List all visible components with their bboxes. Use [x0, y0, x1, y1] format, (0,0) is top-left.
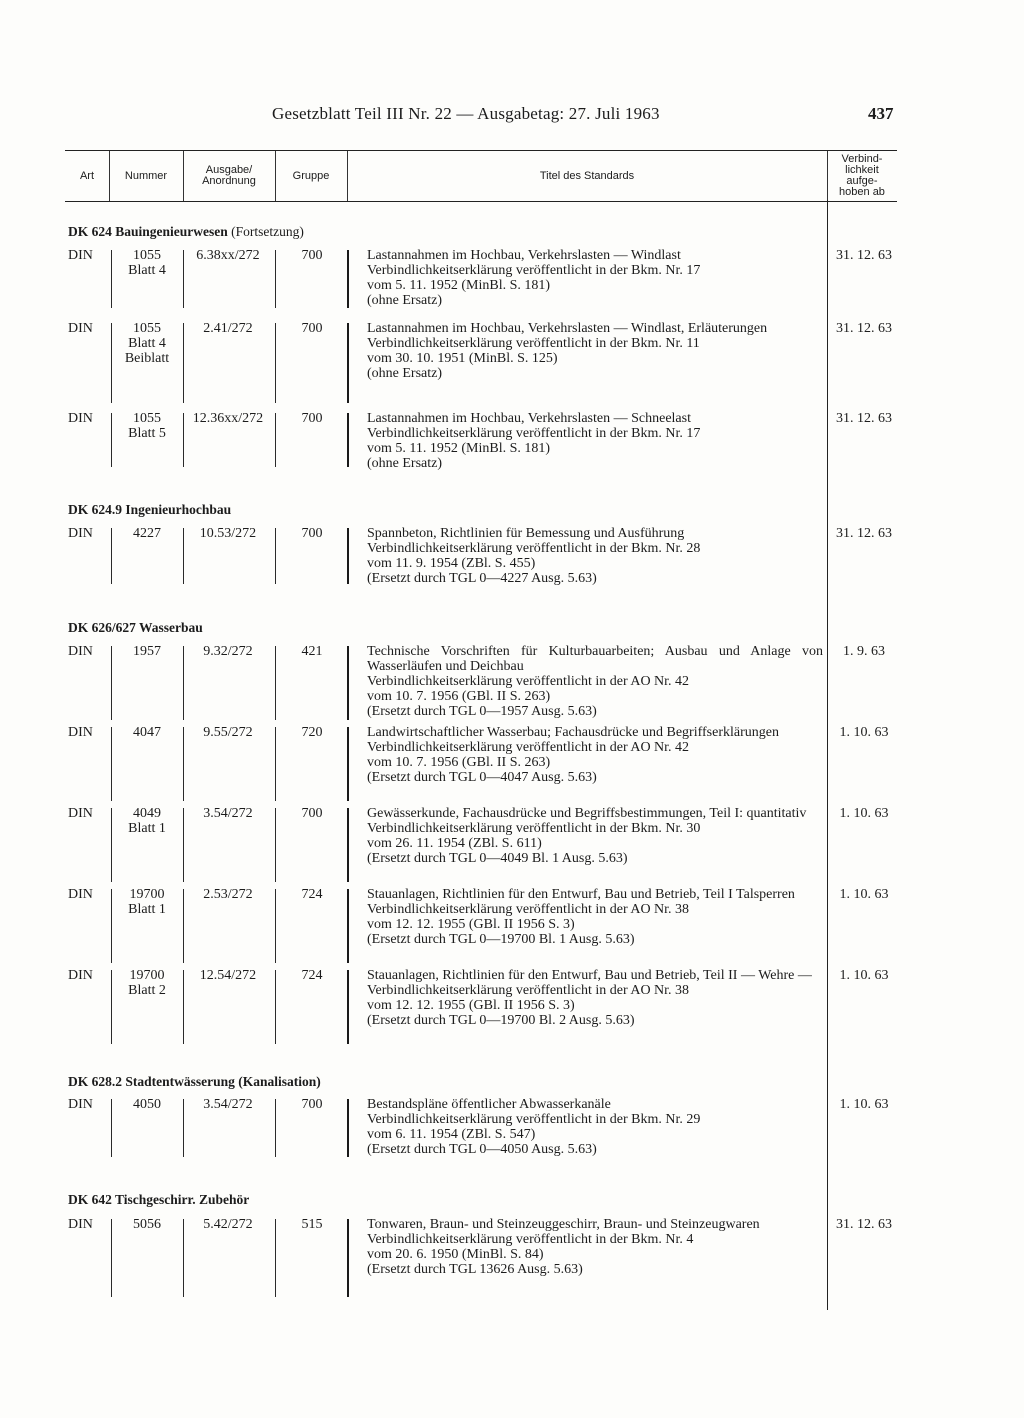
column-rule [183, 1219, 184, 1297]
row-ausgabe: 3.54/272 [203, 806, 253, 821]
table-row [65, 725, 897, 803]
row-datum: 1. 10. 63 [839, 806, 889, 821]
row-art: DIN [68, 1097, 93, 1112]
section-code-name: DK 624 Bauingenieurwesen [68, 224, 228, 239]
row-art: DIN [68, 968, 93, 983]
col-art-label: Art [79, 169, 95, 182]
column-rule [111, 889, 112, 963]
col-nummer-label: Nummer [124, 169, 168, 182]
table-row [65, 644, 897, 722]
row-ausgabe: 5.42/272 [203, 1217, 253, 1232]
row-gruppe: 515 [301, 1217, 323, 1232]
row-art: DIN [68, 248, 93, 263]
row-datum: 31. 12. 63 [836, 526, 892, 541]
section-code-name: DK 642 Tischgeschirr. Zubehör [68, 1192, 250, 1207]
row-art: DIN [68, 321, 93, 336]
row-nummer: 4050 [133, 1097, 161, 1112]
row-gruppe: 724 [301, 887, 323, 902]
col-ausgabe-label: Ausgabe/ Anordnung [202, 164, 256, 187]
row-art: DIN [68, 887, 93, 902]
row-titel: Tonwaren, Braun- und Steinzeuggeschirr, Braun- und Steinzeugwaren Verbindlichkeitserklärung veröffentlicht in der Bkm. Nr. 4 vom 20. 6. 1950 (MinBl. S. 84) (Ersetzt durch TGL 13626 Ausg. 5.63) [367, 1217, 760, 1277]
row-ausgabe: 3.54/272 [203, 1097, 253, 1112]
row-ausgabe: 12.36xx/272 [192, 411, 264, 426]
table-row [65, 1217, 897, 1299]
column-rule [347, 889, 349, 963]
row-titel: Gewässerkunde, Fachausdrücke und Begriffsbestimmungen, Teil I: quantitativ Verbindlichkeitserklärung veröffentlicht in der Bkm. Nr. 30 vom 26. 11. 1954 (ZBl. S. 611) (Ersetzt durch TGL 0—4049 Bl. 1 Ausg. 5.63) [367, 806, 807, 866]
column-rule [183, 646, 184, 720]
column-rule [183, 970, 184, 1044]
column-rule [111, 1219, 112, 1297]
row-gruppe: 700 [301, 526, 323, 541]
col-art [65, 151, 109, 201]
column-rule [111, 528, 112, 584]
row-datum: 31. 12. 63 [836, 248, 892, 263]
row-titel: Bestandspläne öffentlicher Abwasserkanäle Verbindlichkeitserklärung veröffentlicht in der Bkm. Nr. 29 vom 6. 11. 1954 (ZBl. S. 547) (Ersetzt durch TGL 0—4050 Ausg. 5.63) [367, 1097, 701, 1157]
row-titel: Lastannahmen im Hochbau, Verkehrslasten — Windlast, Erläuterungen Verbindlichkeitserklärung veröffentlicht in der Bkm. Nr. 11 vom 30. 10. 1951 (MinBl. S. 125) (ohne Ersatz) [367, 321, 768, 381]
row-art: DIN [68, 644, 93, 659]
table-row [65, 321, 897, 405]
table-row [65, 526, 897, 586]
col-gruppe [275, 151, 347, 201]
row-datum: 1. 10. 63 [839, 887, 889, 902]
column-rule [275, 250, 276, 308]
col-datum-label: Verbind- lichkeit aufge- hoben ab [839, 153, 885, 198]
section-heading [68, 620, 203, 636]
column-rule [275, 970, 276, 1044]
row-titel: Spannbeton, Richtlinien für Bemessung und Ausführung Verbindlichkeitserklärung veröffentlicht in der Bkm. Nr. 28 vom 11. 9. 1954 (ZBl. S. 455) (Ersetzt durch TGL 0—4227 Ausg. 5.63) [367, 526, 701, 586]
table-row [65, 411, 897, 469]
row-nummer: 19700 Blatt 1 [128, 887, 166, 917]
row-nummer: 1055 Blatt 4 [128, 248, 166, 278]
table-row [65, 887, 897, 965]
row-datum: 1. 10. 63 [839, 968, 889, 983]
col-gruppe-label: Gruppe [292, 169, 330, 182]
col-datum [827, 151, 897, 201]
column-rule [275, 413, 276, 467]
row-art: DIN [68, 411, 93, 426]
column-rule [183, 250, 184, 308]
row-gruppe: 700 [301, 411, 323, 426]
column-rule [275, 1219, 276, 1297]
row-datum: 31. 12. 63 [836, 411, 892, 426]
column-rule [347, 250, 349, 308]
row-datum: 31. 12. 63 [836, 1217, 892, 1232]
column-rule [347, 646, 349, 720]
row-datum: 31. 12. 63 [836, 321, 892, 336]
column-rule [275, 1099, 276, 1157]
column-rule [347, 1219, 349, 1297]
column-rule [183, 1099, 184, 1157]
page-header: Gesetzblatt Teil III Nr. 22 — Ausgabetag: 27. Juli 1963 [272, 104, 660, 123]
row-gruppe: 421 [301, 644, 323, 659]
row-ausgabe: 10.53/272 [199, 526, 257, 541]
row-datum: 1. 10. 63 [839, 1097, 889, 1112]
column-rule [347, 528, 349, 584]
table-row [65, 806, 897, 884]
column-rule [111, 250, 112, 308]
row-titel: Technische Vorschriften für Kulturbauarbeiten; Ausbau und Anlage von Wasserläufen und Deichbau Verbindlichkeitserklärung veröffentlicht in der AO Nr. 42 vom 10. 7. 1956 (GBl. II S. 263) (Ersetzt durch TGL 0—1957 Ausg. 5.63) [367, 644, 823, 719]
section-code-name: DK 628.2 Stadtentwässerung (Kanalisation) [68, 1074, 321, 1089]
row-ausgabe: 2.53/272 [203, 887, 253, 902]
section-heading [68, 1074, 321, 1090]
row-titel: Lastannahmen im Hochbau, Verkehrslasten — Windlast Verbindlichkeitserklärung veröffentlicht in der Bkm. Nr. 17 vom 5. 11. 1952 (MinBl. S. 181) (ohne Ersatz) [367, 248, 701, 308]
column-rule [111, 727, 112, 801]
row-nummer: 1055 Blatt 5 [128, 411, 166, 441]
row-ausgabe: 2.41/272 [203, 321, 253, 336]
row-titel: Landwirtschaftlicher Wasserbau; Fachausdrücke und Begriffserklärungen Verbindlichkeitserklärung veröffentlicht in der AO Nr. 42 vom 10. 7. 1956 (GBl. II S. 263) (Ersetzt durch TGL 0—4047 Ausg. 5.63) [367, 725, 779, 785]
column-rule [275, 528, 276, 584]
row-nummer: 19700 Blatt 2 [128, 968, 166, 998]
row-datum: 1. 10. 63 [839, 725, 889, 740]
column-rule [111, 1099, 112, 1157]
column-rule [111, 646, 112, 720]
column-rule [111, 413, 112, 467]
section-code-name: DK 624.9 Ingenieurhochbau [68, 502, 232, 517]
row-ausgabe: 12.54/272 [199, 968, 257, 983]
row-titel: Stauanlagen, Richtlinien für den Entwurf, Bau und Betrieb, Teil II — Wehre — Verbindlichkeitserklärung veröffentlicht in der AO Nr. 38 vom 12. 12. 1955 (GBl. II 1956 S. 3) (Ersetzt durch TGL 0—19700 Bl. 2 Ausg. 5.63) [367, 968, 812, 1028]
row-nummer: 4049 Blatt 1 [128, 806, 166, 836]
row-gruppe: 700 [301, 806, 323, 821]
column-rule [183, 413, 184, 467]
col-titel-label: Titel des Standards [539, 169, 635, 182]
column-rule [275, 889, 276, 963]
row-ausgabe: 9.32/272 [203, 644, 253, 659]
row-nummer: 5056 [133, 1217, 161, 1232]
column-rule [275, 323, 276, 403]
table-row [65, 1097, 897, 1159]
row-gruppe: 720 [301, 725, 323, 740]
row-nummer: 4227 [133, 526, 161, 541]
row-nummer: 4047 [133, 725, 161, 740]
row-gruppe: 700 [301, 321, 323, 336]
row-ausgabe: 6.38xx/272 [196, 248, 260, 263]
column-rule [275, 727, 276, 801]
row-titel: Lastannahmen im Hochbau, Verkehrslasten — Schneelast Verbindlichkeitserklärung veröffentlicht in der Bkm. Nr. 17 vom 5. 11. 1952 (MinBl. S. 181) (ohne Ersatz) [367, 411, 701, 471]
row-gruppe: 724 [301, 968, 323, 983]
table-row [65, 968, 897, 1046]
column-rule [347, 808, 349, 882]
column-rule [183, 889, 184, 963]
section-heading [68, 502, 231, 518]
column-rule [347, 970, 349, 1044]
col-ausgabe [183, 151, 275, 201]
column-rule [183, 727, 184, 801]
section-suffix: (Fortsetzung) [227, 224, 304, 239]
column-rule [347, 727, 349, 801]
row-nummer: 1055 Blatt 4 Beiblatt [124, 321, 170, 366]
row-datum: 1. 9. 63 [843, 644, 885, 659]
column-rule [275, 808, 276, 882]
column-rule [347, 323, 349, 403]
column-rule [111, 808, 112, 882]
column-rule [347, 1099, 349, 1157]
column-rule [347, 413, 349, 467]
row-art: DIN [68, 1217, 93, 1232]
section-code-name: DK 626/627 Wasserbau [68, 620, 203, 635]
column-rule [111, 323, 112, 403]
column-rule [183, 323, 184, 403]
page-number: 437 [868, 104, 894, 123]
table-row [65, 248, 897, 310]
column-rule [275, 646, 276, 720]
section-heading [68, 224, 304, 240]
section-heading [68, 1192, 249, 1208]
row-titel: Stauanlagen, Richtlinien für den Entwurf, Bau und Betrieb, Teil I Talsperren Verbindlichkeitserklärung veröffentlicht in der AO Nr. 38 vom 12. 12. 1955 (GBl. II 1956 S. 3) (Ersetzt durch TGL 0—19700 Bl. 1 Ausg. 5.63) [367, 887, 795, 947]
row-art: DIN [68, 725, 93, 740]
column-rule [111, 970, 112, 1044]
col-nummer [109, 151, 183, 201]
row-ausgabe: 9.55/272 [203, 725, 253, 740]
row-art: DIN [68, 806, 93, 821]
column-rule [183, 528, 184, 584]
column-rule [183, 808, 184, 882]
row-art: DIN [68, 526, 93, 541]
table-header [65, 150, 897, 202]
col-titel [347, 151, 827, 201]
row-nummer: 1957 [133, 644, 161, 659]
row-gruppe: 700 [301, 1097, 323, 1112]
row-gruppe: 700 [301, 248, 323, 263]
